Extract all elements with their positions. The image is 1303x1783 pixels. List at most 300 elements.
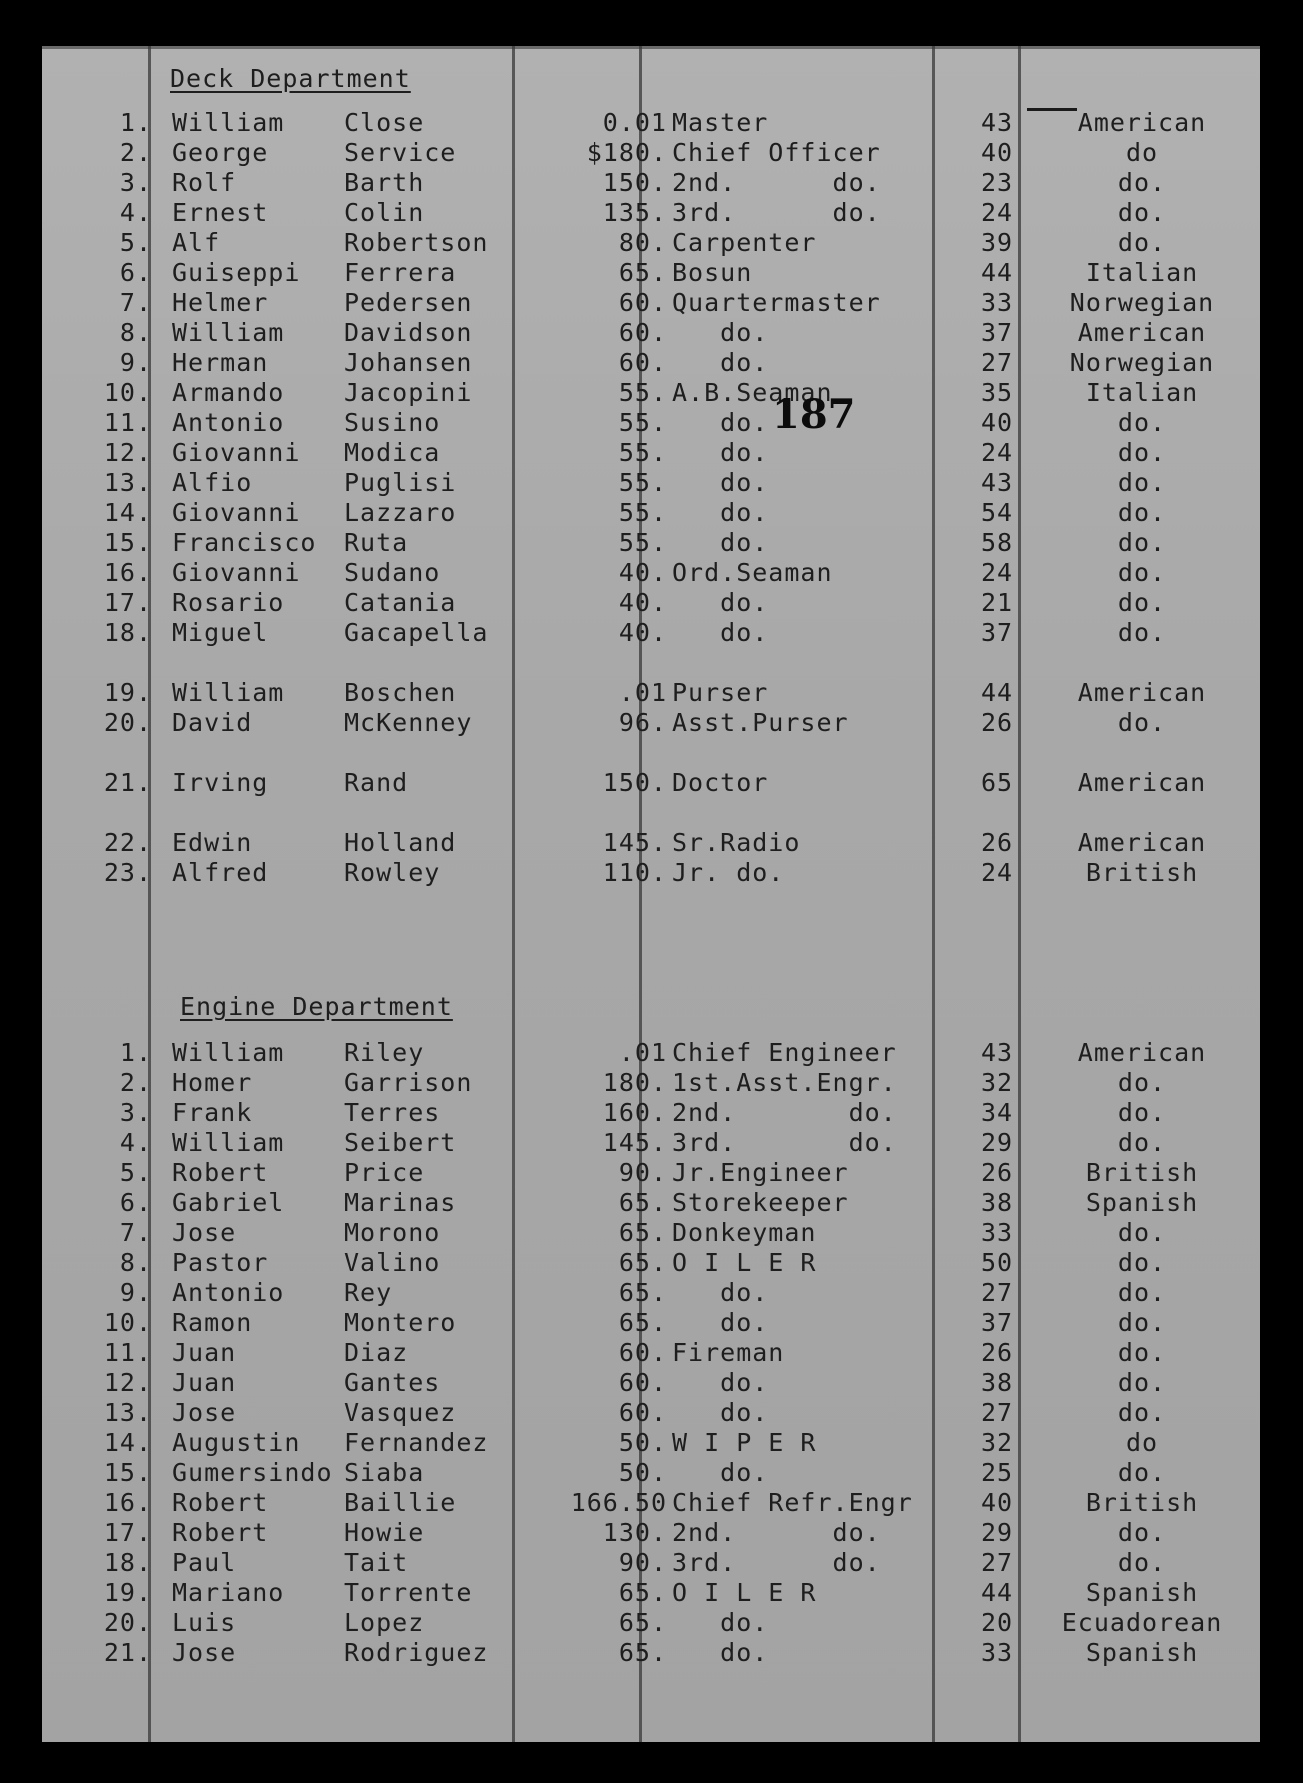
row-number: 19. [103,678,152,707]
nationality: Spanish [1085,1188,1199,1217]
age: 32 [980,1428,1014,1457]
nationality: American [1077,108,1207,137]
surname: Susino [344,408,441,437]
wage: 80. [618,228,667,257]
surname: Puglisi [344,468,457,497]
row-number: 9. [119,1278,152,1307]
first-name: Frank [172,1098,253,1127]
surname: Davidson [344,318,473,347]
row-number: 16. [103,558,152,587]
row-number: 6. [119,258,152,287]
first-name: Augustin [172,1428,301,1457]
nationality: do. [1117,1098,1167,1127]
first-name: Antonio [172,1278,285,1307]
wage: 55. [618,378,667,407]
nationality: American [1077,768,1207,797]
wage: 135. [602,198,667,227]
nationality: Spanish [1085,1638,1199,1667]
wage: 150. [602,768,667,797]
nationality: do. [1117,618,1167,647]
nationality: American [1077,318,1207,347]
row-number: 2. [119,1068,152,1097]
wage: 55. [618,498,667,527]
wage: 60. [618,288,667,317]
nationality: British [1085,1158,1199,1187]
first-name: Miguel [172,618,269,647]
deck-department-heading: Deck Department [170,64,411,93]
wage: $180. [586,138,667,167]
age: 25 [980,1458,1014,1487]
row-number: 12. [103,438,152,467]
wage: 40. [618,588,667,617]
surname: Torrente [344,1578,473,1607]
row-number: 21. [103,768,152,797]
rating: do. [672,468,769,497]
first-name: Giovanni [172,498,301,527]
surname: Terres [344,1098,441,1127]
age: 38 [980,1368,1014,1397]
nationality: do. [1117,558,1167,587]
rating: Chief Officer [672,138,881,167]
first-name: Robert [172,1518,269,1547]
rating: 3rd. do. [672,198,881,227]
rating: do. [672,1458,769,1487]
age: 38 [980,1188,1014,1217]
row-number: 10. [103,1308,152,1337]
first-name: Irving [172,768,269,797]
surname: Riley [344,1038,425,1067]
nationality: do [1125,138,1159,167]
nationality: do. [1117,1248,1167,1277]
rating: Bosun [672,258,753,287]
row-number: 17. [103,1518,152,1547]
nationality: do. [1117,1218,1167,1247]
age: 24 [980,558,1014,587]
surname: Montero [344,1308,457,1337]
rating: A.B.Seaman [672,378,833,407]
nationality: do. [1117,1458,1167,1487]
nationality: do. [1117,1308,1167,1337]
surname: Rand [344,768,409,797]
row-number: 1. [119,1038,152,1067]
wage: .01 [618,678,667,707]
first-name: Juan [172,1338,237,1367]
row-number: 20. [103,708,152,737]
rating: Doctor [672,768,769,797]
rating: Ord.Seaman [672,558,833,587]
first-name: Rosario [172,588,285,617]
nationality: American [1077,678,1207,707]
age: 27 [980,1278,1014,1307]
rating: do. [672,408,769,437]
surname: Jacopini [344,378,473,407]
row-number: 14. [103,1428,152,1457]
age: 32 [980,1068,1014,1097]
first-name: Paul [172,1548,237,1577]
age: 29 [980,1518,1014,1547]
row-number: 20. [103,1608,152,1637]
rating: Purser [672,678,769,707]
age: 37 [980,318,1014,347]
surname: Diaz [344,1338,409,1367]
wage: 0.01 [602,108,667,137]
rating: Jr.Engineer [672,1158,849,1187]
wage: 90. [618,1548,667,1577]
wage: 150. [602,168,667,197]
wage: 65. [618,1218,667,1247]
rating: do. [672,588,769,617]
first-name: Gabriel [172,1188,285,1217]
surname: Sudano [344,558,441,587]
nationality: do. [1117,1518,1167,1547]
surname: Gantes [344,1368,441,1397]
first-name: Mariano [172,1578,285,1607]
row-number: 8. [119,1248,152,1277]
surname: McKenney [344,708,473,737]
first-name: William [172,108,285,137]
surname: Service [344,138,457,167]
row-number: 16. [103,1488,152,1517]
surname: Lopez [344,1608,425,1637]
rating: Sr.Radio [672,828,801,857]
row-number: 4. [119,1128,152,1157]
age: 43 [980,1038,1014,1067]
wage: 60. [618,1368,667,1397]
row-number: 11. [103,408,152,437]
age: 44 [980,258,1014,287]
nationality: do. [1117,1398,1167,1427]
row-number: 3. [119,168,152,197]
age: 37 [980,1308,1014,1337]
nationality: Italian [1085,378,1199,407]
age: 50 [980,1248,1014,1277]
rating: O I L E R [672,1248,817,1277]
wage: 55. [618,528,667,557]
surname: Gacapella [344,618,489,647]
rating: W I P E R [672,1428,817,1457]
age: 58 [980,528,1014,557]
first-name: Antonio [172,408,285,437]
wage: 145. [602,1128,667,1157]
surname: Howie [344,1518,425,1547]
wage: 96. [618,708,667,737]
wage: 60. [618,1338,667,1367]
wage: 55. [618,438,667,467]
age: 26 [980,1338,1014,1367]
row-number: 15. [103,528,152,557]
surname: Barth [344,168,425,197]
first-name: Edwin [172,828,253,857]
wage: 60. [618,1398,667,1427]
row-number: 22. [103,828,152,857]
rating: do. [672,1368,769,1397]
wage: 65. [618,1248,667,1277]
first-name: Jose [172,1218,237,1247]
wage: 130. [602,1518,667,1547]
first-name: George [172,138,269,167]
age: 24 [980,198,1014,227]
first-name: Robert [172,1158,269,1187]
first-name: Armando [172,378,285,407]
wage: 166.50 [570,1488,667,1517]
rating: Master [672,108,769,137]
row-number: 13. [103,1398,152,1427]
surname: Fernandez [344,1428,489,1457]
age: 44 [980,1578,1014,1607]
wage: 65. [618,1278,667,1307]
surname: Valino [344,1248,441,1277]
age: 24 [980,438,1014,467]
surname: Rodriguez [344,1638,489,1667]
row-number: 17. [103,588,152,617]
first-name: William [172,678,285,707]
nationality: do. [1117,198,1167,227]
nationality: do. [1117,438,1167,467]
rating: Chief Engineer [672,1038,897,1067]
nationality: do. [1117,528,1167,557]
age: 40 [980,408,1014,437]
row-number: 10. [103,378,152,407]
first-name: Jose [172,1398,237,1427]
wage: .01 [618,1038,667,1067]
surname: Close [344,108,425,137]
rating: do. [672,1608,769,1637]
first-name: Giovanni [172,438,301,467]
surname: Catania [344,588,457,617]
rating: do. [672,528,769,557]
first-name: Luis [172,1608,237,1637]
row-number: 5. [119,1158,152,1187]
age: 29 [980,1128,1014,1157]
row-number: 11. [103,1338,152,1367]
wage: 40. [618,558,667,587]
rating: 3rd. do. [672,1128,897,1157]
first-name: Robert [172,1488,269,1517]
age: 33 [980,1638,1014,1667]
wage: 65. [618,1188,667,1217]
row-number: 7. [119,288,152,317]
age: 40 [980,138,1014,167]
nationality: do. [1117,1368,1167,1397]
rating: Carpenter [672,228,817,257]
surname: Modica [344,438,441,467]
nationality: Norwegian [1069,348,1215,377]
nationality: British [1085,1488,1199,1517]
first-name: David [172,708,253,737]
surname: Colin [344,198,425,227]
surname: Seibert [344,1128,457,1157]
first-name: William [172,318,285,347]
nationality: do. [1117,1068,1167,1097]
rating: Chief Refr.Engr [672,1488,913,1517]
wage: 65. [618,1608,667,1637]
wage: 65. [618,1578,667,1607]
surname: Baillie [344,1488,457,1517]
surname: Robertson [344,228,489,257]
rating: do. [672,618,769,647]
wage: 65. [618,258,667,287]
engine-department-heading: Engine Department [180,992,453,1021]
age: 21 [980,588,1014,617]
age: 26 [980,708,1014,737]
age: 23 [980,168,1014,197]
row-number: 13. [103,468,152,497]
rating: do. [672,498,769,527]
row-number: 14. [103,498,152,527]
crew-list-page [42,46,1260,1742]
first-name: Ramon [172,1308,253,1337]
surname: Siaba [344,1458,425,1487]
row-number: 18. [103,618,152,647]
rating: do. [672,438,769,467]
rating: do. [672,348,769,377]
nationality: do. [1117,1338,1167,1367]
row-number: 8. [119,318,152,347]
row-number: 2. [119,138,152,167]
rating: Asst.Purser [672,708,849,737]
age: 43 [980,468,1014,497]
nationality: Ecuadorean [1061,1608,1223,1637]
rating: Donkeyman [672,1218,817,1247]
row-number: 7. [119,1218,152,1247]
first-name: Jose [172,1638,237,1667]
age: 54 [980,498,1014,527]
first-name: Pastor [172,1248,269,1277]
age: 33 [980,1218,1014,1247]
first-name: Guiseppi [172,258,301,287]
surname: Rowley [344,858,441,887]
wage: 145. [602,828,667,857]
rating: do. [672,1308,769,1337]
nationality: do. [1117,228,1167,257]
wage: 90. [618,1158,667,1187]
wage: 50. [618,1458,667,1487]
first-name: Gumersindo [172,1458,333,1487]
nationality: do. [1117,408,1167,437]
first-name: Francisco [172,528,317,557]
age: 40 [980,1488,1014,1517]
age: 65 [980,768,1014,797]
first-name: Alfred [172,858,269,887]
first-name: Giovanni [172,558,301,587]
age: 27 [980,1548,1014,1577]
first-name: Helmer [172,288,269,317]
rating: Quartermaster [672,288,881,317]
rating: do. [672,318,769,347]
wage: 65. [618,1638,667,1667]
row-number: 6. [119,1188,152,1217]
nationality: American [1077,1038,1207,1067]
age: 33 [980,288,1014,317]
nationality: do [1125,1428,1159,1457]
nationality: Norwegian [1069,288,1215,317]
rating: Jr. do. [672,858,785,887]
first-name: Ernest [172,198,269,227]
first-name: Alfio [172,468,253,497]
row-number: 19. [103,1578,152,1607]
row-number: 9. [119,348,152,377]
nationality: do. [1117,588,1167,617]
wage: 40. [618,618,667,647]
rating: 2nd. do. [672,1518,881,1547]
age: 27 [980,348,1014,377]
surname: Marinas [344,1188,457,1217]
rating: 3rd. do. [672,1548,881,1577]
row-number: 21. [103,1638,152,1667]
nationality: do. [1117,1128,1167,1157]
row-number: 23. [103,858,152,887]
wage: 60. [618,348,667,377]
wage: 160. [602,1098,667,1127]
row-number: 15. [103,1458,152,1487]
age: 44 [980,678,1014,707]
rating: 1st.Asst.Engr. [672,1068,897,1097]
surname: Ferrera [344,258,457,287]
nationality: do. [1117,468,1167,497]
wage: 65. [618,1308,667,1337]
age: 43 [980,108,1014,137]
nationality: British [1085,858,1199,887]
row-number: 5. [119,228,152,257]
wage: 55. [618,468,667,497]
first-name: Juan [172,1368,237,1397]
row-number: 12. [103,1368,152,1397]
rating: Storekeeper [672,1188,849,1217]
rating: Fireman [672,1338,785,1367]
first-name: William [172,1038,285,1067]
rating: do. [672,1398,769,1427]
age: 37 [980,618,1014,647]
wage: 180. [602,1068,667,1097]
first-name: Rolf [172,168,237,197]
surname: Vasquez [344,1398,457,1427]
age: 39 [980,228,1014,257]
age: 26 [980,828,1014,857]
age: 35 [980,378,1014,407]
first-name: Herman [172,348,269,377]
first-name: William [172,1128,285,1157]
age: 27 [980,1398,1014,1427]
surname: Price [344,1158,425,1187]
row-number: 1. [119,108,152,137]
surname: Ruta [344,528,409,557]
surname: Johansen [344,348,473,377]
page-number-stamp: 187 [772,391,856,438]
nationality: do. [1117,168,1167,197]
rating: 2nd. do. [672,168,881,197]
nationality: Italian [1085,258,1199,287]
wage: 110. [602,858,667,887]
rating: do. [672,1278,769,1307]
age: 20 [980,1608,1014,1637]
row-number: 4. [119,198,152,227]
nationality: do. [1117,498,1167,527]
nationality: do. [1117,708,1167,737]
surname: Rey [344,1278,393,1307]
surname: Lazzaro [344,498,457,527]
surname: Morono [344,1218,441,1247]
nationality: American [1077,828,1207,857]
nationality: do. [1117,1278,1167,1307]
surname: Garrison [344,1068,473,1097]
surname: Boschen [344,678,457,707]
age: 34 [980,1098,1014,1127]
wage: 55. [618,408,667,437]
first-name: Alf [172,228,221,257]
nationality: Spanish [1085,1578,1199,1607]
row-number: 18. [103,1548,152,1577]
nationality: do. [1117,1548,1167,1577]
